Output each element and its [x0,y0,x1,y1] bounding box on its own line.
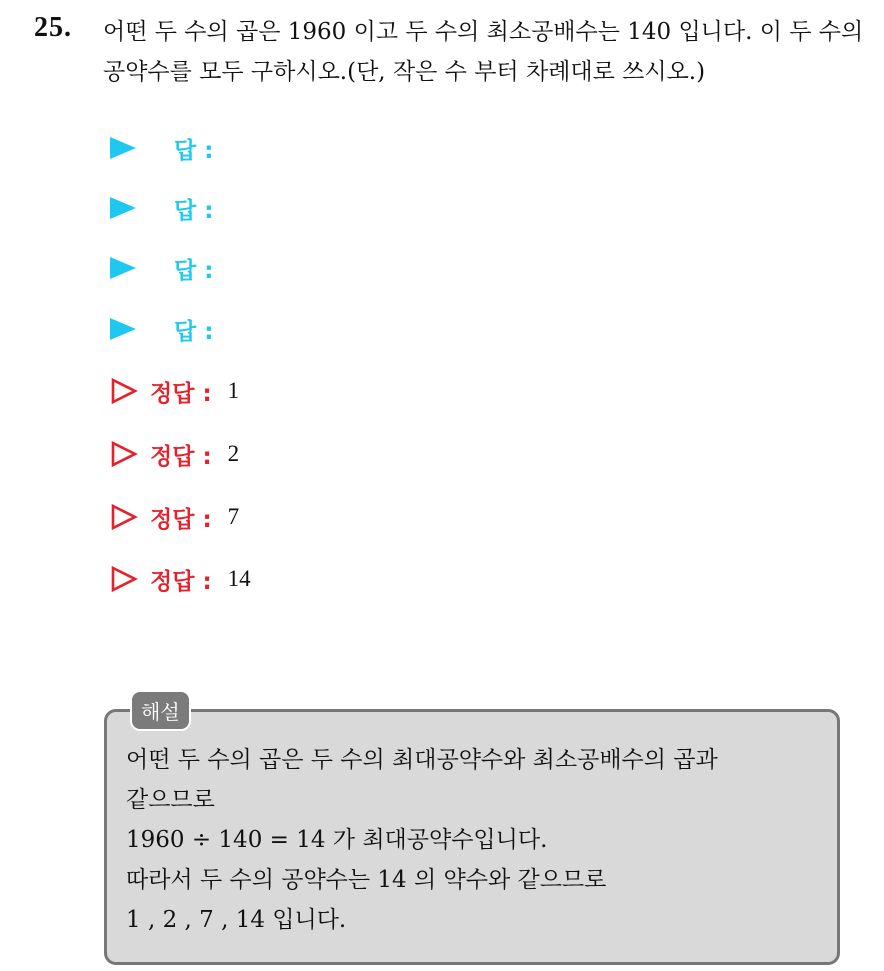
correct-answer-value: 7 [227,504,240,529]
correct-answer-row [110,371,239,411]
outline-triangle-icon [110,503,138,531]
explanation-line: 1960 ÷ 140 = 14 가 최대공약수입니다. [126,827,548,853]
correct-answer-label: 정답 : [150,380,212,407]
correct-answer-label: 정답 : [150,568,212,595]
answer-row [110,248,213,288]
answer-row [110,128,213,168]
correct-answer-label: 정답 : [150,443,212,470]
explanation-title: 해설 [130,690,191,731]
correct-answer-row [110,559,251,599]
correct-answer-label: 정답 : [150,506,212,533]
outline-triangle-icon [110,440,138,468]
correct-answer-value: 2 [227,441,240,466]
outline-triangle-icon [110,377,138,405]
correct-answer-row [110,497,239,537]
play-triangle-icon [110,257,136,279]
explanation-line: 1 , 2 , 7 , 14 입니다. [126,907,347,933]
correct-answer-value: 14 [227,566,251,591]
play-triangle-icon [110,137,136,159]
answer-row [110,188,213,228]
question-text: 어떤 두 수의 곱은 1960 이고 두 수의 최소공배수는 140 입니다. 이 두 수의 공약수를 모두 구하시오.(단, 작은 수 부터 차례대로 쓰시오.) [103,19,864,85]
answer-label: 답 : [174,137,214,164]
play-triangle-icon [110,197,136,219]
explanation-line: 같으므로 [126,787,215,813]
explanation-text [126,740,836,940]
explanation-line: 따라서 두 수의 공약수는 14 의 약수와 같으므로 [126,867,607,893]
correct-answer-value: 1 [227,378,240,403]
question-number: 25. [34,12,72,43]
play-triangle-icon [110,318,136,340]
answer-label: 답 : [174,257,214,284]
explanation-line: 어떤 두 수의 곱은 두 수의 최대공약수와 최소공배수의 곱과 [126,747,718,773]
outline-triangle-icon [110,565,138,593]
answer-row [110,309,213,349]
correct-answer-row [110,434,239,474]
answer-label: 답 : [174,197,214,224]
answer-label: 답 : [174,318,214,345]
